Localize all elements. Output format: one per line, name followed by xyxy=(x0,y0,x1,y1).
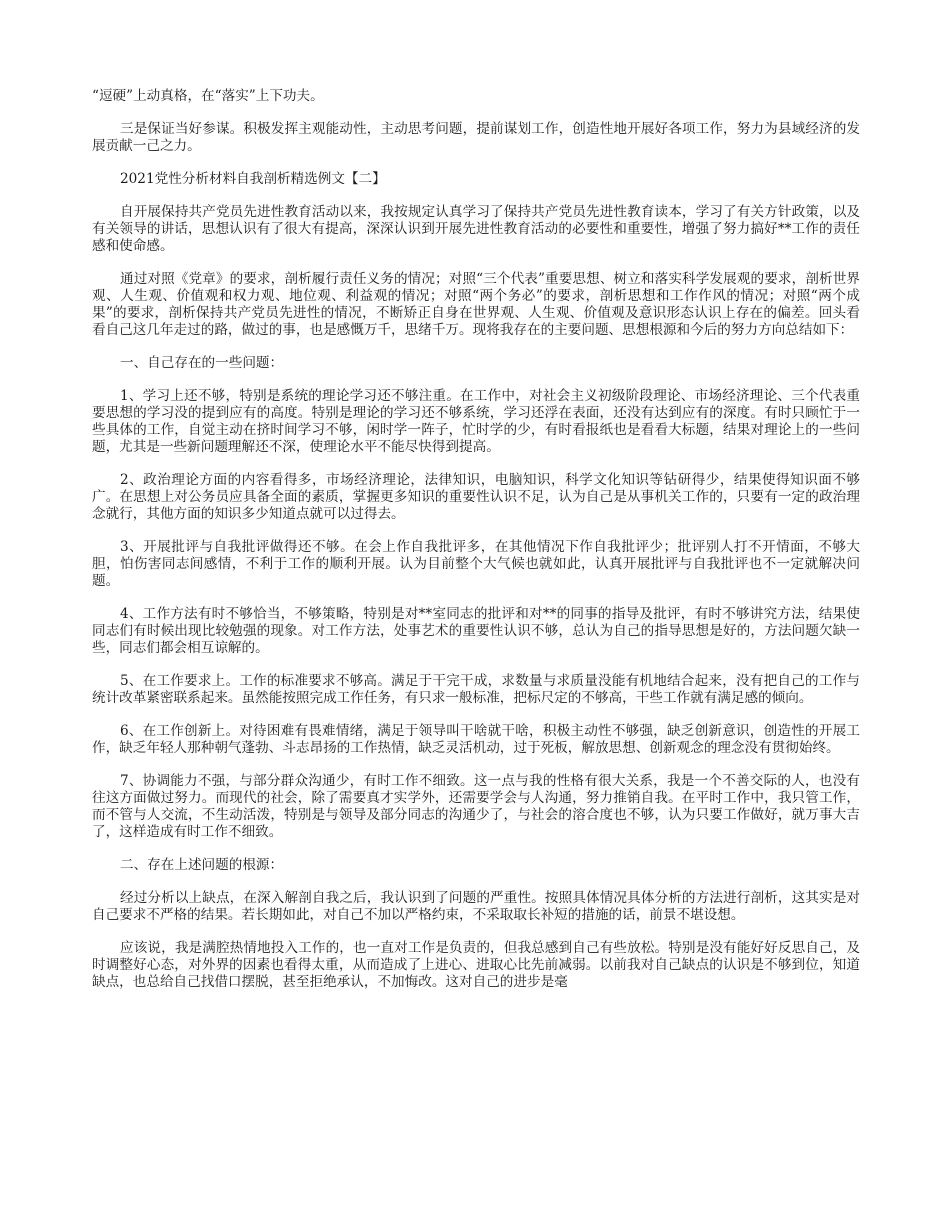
section-title: 2021党性分析材料自我剖析精选例文【二】 xyxy=(120,171,386,187)
paragraph-problem-5: 5、在工作要求上。工作的标准要求不够高。满足于干完干成，求数量与求质量没能有机地结合起来，没有把自己的工作与统计改革紧密联系起来。虽然能按照完成工作任务，有只求一般标准，把标尺定的不够高，干些工作就有满足感的倾向。 xyxy=(92,673,860,706)
paragraph-reflection: 应该说，我是满腔热情地投入工作的，也一直对工作是负责的，但我总感到自己有些放松。特别是没有能好好反思自己，及时调整好心态，对外界的因素也看得太重，从而造成了上进心、进取心比先前减弱。以前我对自己缺点的认识是不够到位，知道缺点，也总给自己找借口摆脱，甚至拒绝承认，不加悔改。这对自己的进步是毫 xyxy=(92,940,860,990)
paragraph-advisor: 三是保证当好参谋。积极发挥主观能动性，主动思考问题，提前谋划工作，创造性地开展好各项工作，努力为县域经济的发展贡献一己之力。 xyxy=(92,121,860,154)
paragraph-comparison: 通过对照《党章》的要求，剖析履行责任义务的情况；对照“三个代表”重要思想、树立和落实科学发展观的要求，剖析世界观、人生观、价值观和权力观、地位观、利益观的情况；对照“两个务必”的要求，剖析思想和工作作风的情况；对照“两个成果”的要求，剖析保持共产党员先进性的情况，不断矫正自身在世界观、人生观、价值观及意识形态认识上存在的偏差。回头看看自己这几年走过的路，做过的事，也是感慨万千，思绪千万。现将我存在的主要问题、思想根源和今后的努力方向总结如下： xyxy=(92,271,860,338)
paragraph-problem-3: 3、开展批评与自我批评做得还不够。在会上作自我批评多，在其他情况下作自我批评少；批评别人打不开情面，不够大胆，怕伤害同志间感情，不利于工作的顺利开展。认为目前整个大气候也就如此，认真开展批评与自我批评也不一定就解决问题。 xyxy=(92,539,860,589)
paragraph-problem-7: 7、协调能力不强，与部分群众沟通少，有时工作不细致。这一点与我的性格有很大关系，我是一个不善交际的人，也没有往这方面做过努力。而现代的社会，除了需要真才实学外，还需要学会与人沟通，努力推销自我。在平时工作中，我只管工作，而不管与人交流，不生动活泼，特别是与领导及部分同志的沟通少了，与社会的溶合度也不够，认为只要工作做好，就万事大吉了，这样造成有时工作不细致。 xyxy=(92,773,860,840)
heading-problems: 一、自己存在的一些问题： xyxy=(120,355,284,371)
paragraph-analysis: 经过分析以上缺点，在深入解剖自我之后，我认识到了问题的严重性。按照具体情况具体分析的方法进行剖析，这其实是对自己要求不严格的结果。若长期如此，对自己不加以严格约束，不采取取长补短的措施的话，前景不堪设想。 xyxy=(92,890,860,923)
paragraph-problem-2: 2、政治理论方面的内容看得多，市场经济理论，法律知识，电脑知识，科学文化知识等钻研得少，结果使得知识面不够广。在思想上对公务员应具备全面的素质，掌握更多知识的重要性认识不足，认为自己是从事机关工作的，只要有一定的政治理念就行，其他方面的知识多少知道点就可以过得去。 xyxy=(92,472,860,522)
paragraph-problem-1: 1、学习上还不够，特别是系统的理论学习还不够注重。在工作中，对社会主义初级阶段理论、市场经济理论、三个代表重要思想的学习没的提到应有的高度。特别是理论的学习还不够系统，学习还浮在表面，还没有达到应有的深度。有时只顾忙于一些具体的工作，自觉主动在挤时间学习不够，闲时学一阵子，忙时学的少，有时看报纸也是看看大标题，结果对理论上的一些问题，尤其是一些新问题理解还不深，使理论水平不能尽快得到提高。 xyxy=(92,388,860,455)
document-body xyxy=(92,88,860,1007)
paragraph-problem-4: 4、工作方法有时不够恰当，不够策略，特别是对**室同志的批评和对**的同事的指导及批评，有时不够讲究方法，结果使同志们有时候出现比较勉强的现象。对工作方法，处事艺术的重要性认识不够，总认为自己的指导思想是好的，方法问题欠缺一些，同志们都会相互谅解的。 xyxy=(92,606,860,656)
heading-root-causes: 二、存在上述问题的根源： xyxy=(120,857,284,873)
paragraph-problem-6: 6、在工作创新上。对待困难有畏难情绪，满足于领导叫干啥就干啥，积极主动性不够强，缺乏创新意识，创造性的开展工作，缺乏年轻人那种朝气蓬勃、斗志昂扬的工作热情，缺乏灵活机动，过于死板，解放思想、创新观念的理念没有贯彻始终。 xyxy=(92,723,860,756)
paragraph-intro: 自开展保持共产党员先进性教育活动以来，我按规定认真学习了保持共产党员先进性教育读本，学习了有关方针政策，以及有关领导的讲话，思想认识有了很大有提高，深深认识到开展先进性教育活动的必要性和重要性，增强了努力搞好**工作的责任感和使命感。 xyxy=(92,204,860,254)
paragraph-continuation: “逗硬”上动真格，在“落实”上下功夫。 xyxy=(92,88,324,104)
